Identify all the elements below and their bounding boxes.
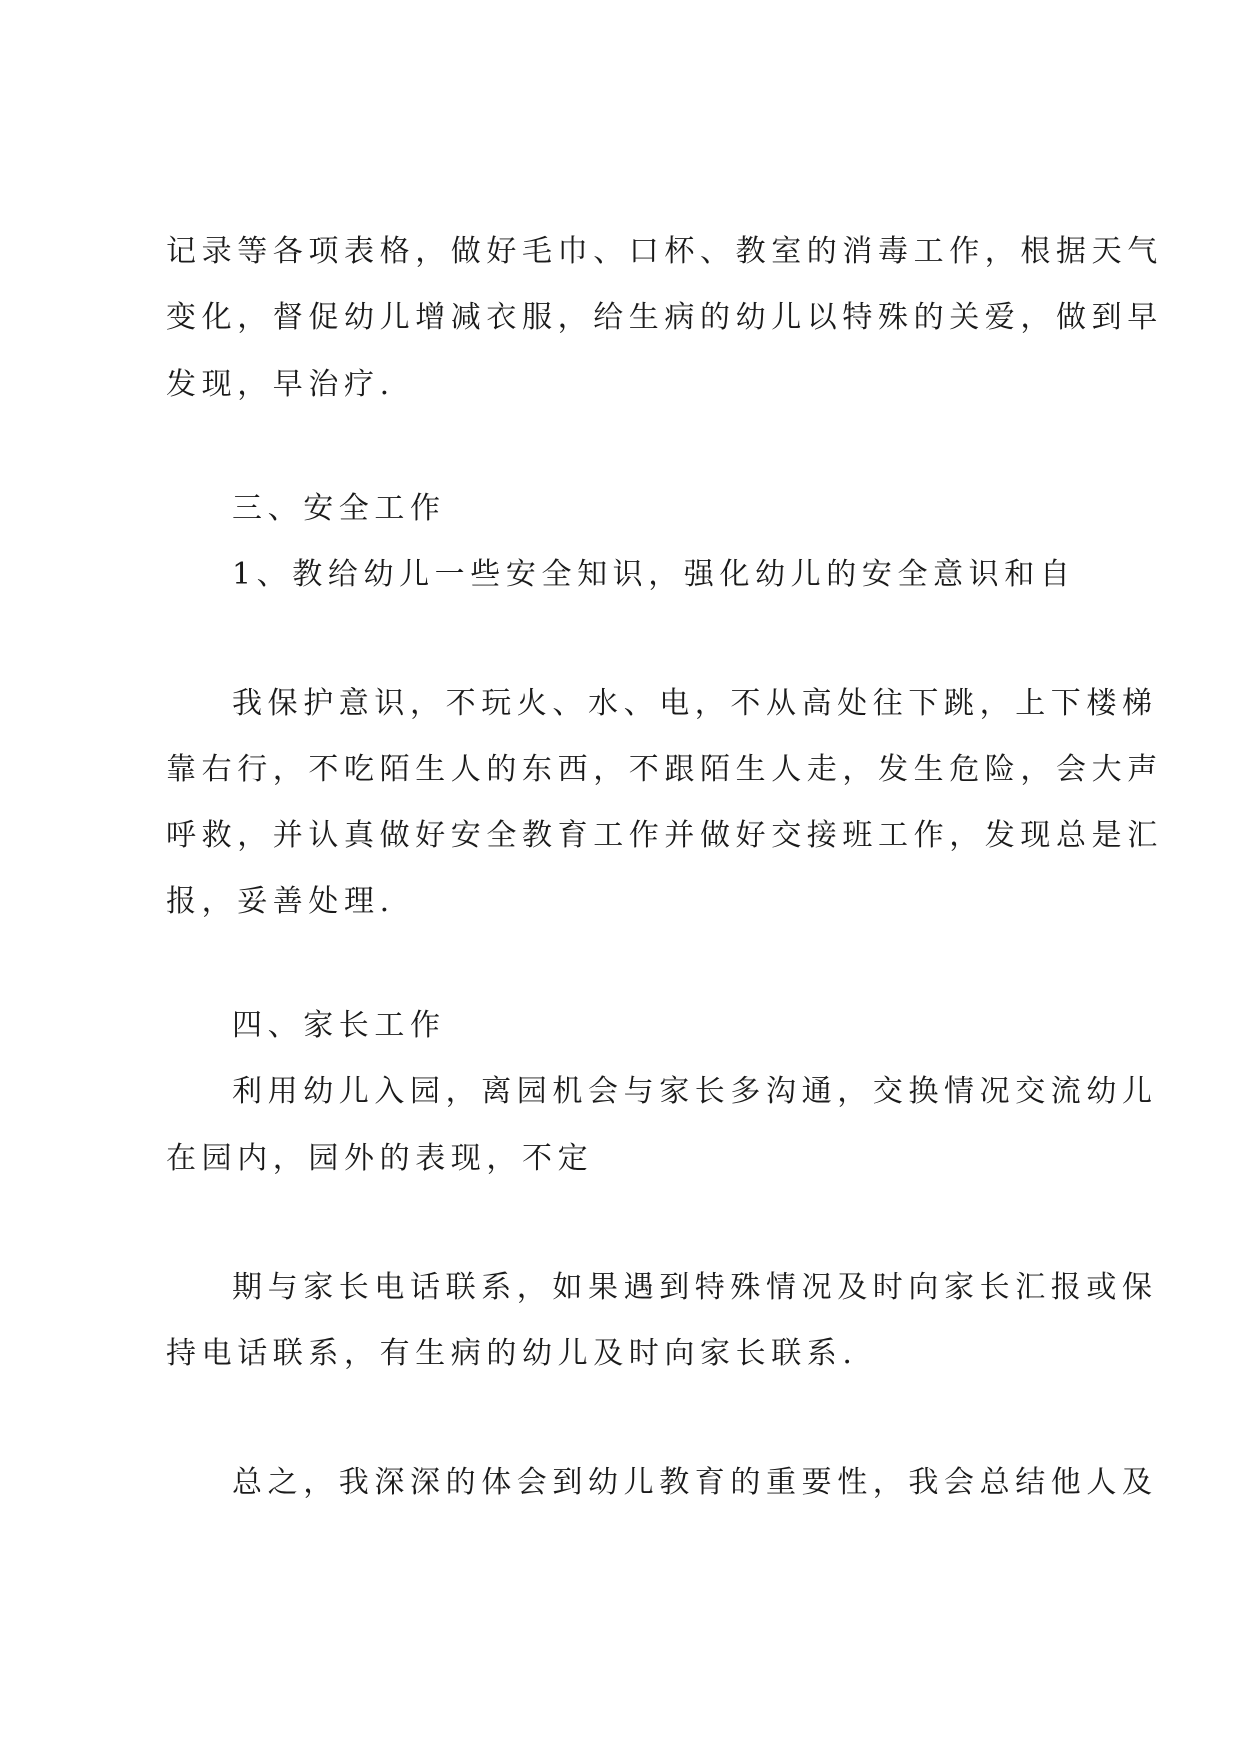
paragraph-line: 在园内，园外的表现，不定 xyxy=(166,1141,594,1176)
paragraph-line: 期与家长电话联系，如果遇到特殊情况及时向家长汇报或保 xyxy=(232,1270,1158,1305)
paragraph-line: 发现，早治疗. xyxy=(166,367,395,402)
paragraph-line: 呼救，并认真做好安全教育工作并做好交接班工作，发现总是汇 xyxy=(166,818,1163,853)
paragraph-line: 1、教给幼儿一些安全知识，强化幼儿的安全意识和自 xyxy=(232,557,1076,592)
paragraph-line: 利用幼儿入园，离园机会与家长多沟通，交换情况交流幼儿 xyxy=(232,1074,1158,1109)
paragraph-line: 我保护意识，不玩火、水、电，不从高处往下跳，上下楼梯 xyxy=(232,686,1158,721)
section-heading: 三、安全工作 xyxy=(232,491,446,526)
section-heading: 四、家长工作 xyxy=(232,1008,446,1043)
paragraph-line: 靠右行，不吃陌生人的东西，不跟陌生人走，发生危险，会大声 xyxy=(166,752,1163,787)
paragraph-line: 持电话联系，有生病的幼儿及时向家长联系. xyxy=(166,1336,858,1371)
paragraph-line: 变化，督促幼儿增减衣服，给生病的幼儿以特殊的关爱，做到早 xyxy=(166,300,1163,335)
paragraph-line: 记录等各项表格，做好毛巾、口杯、教室的消毒工作，根据天气 xyxy=(166,234,1163,269)
paragraph-line: 报，妥善处理. xyxy=(166,884,395,919)
paragraph-line: 总之，我深深的体会到幼儿教育的重要性，我会总结他人及 xyxy=(232,1465,1158,1500)
